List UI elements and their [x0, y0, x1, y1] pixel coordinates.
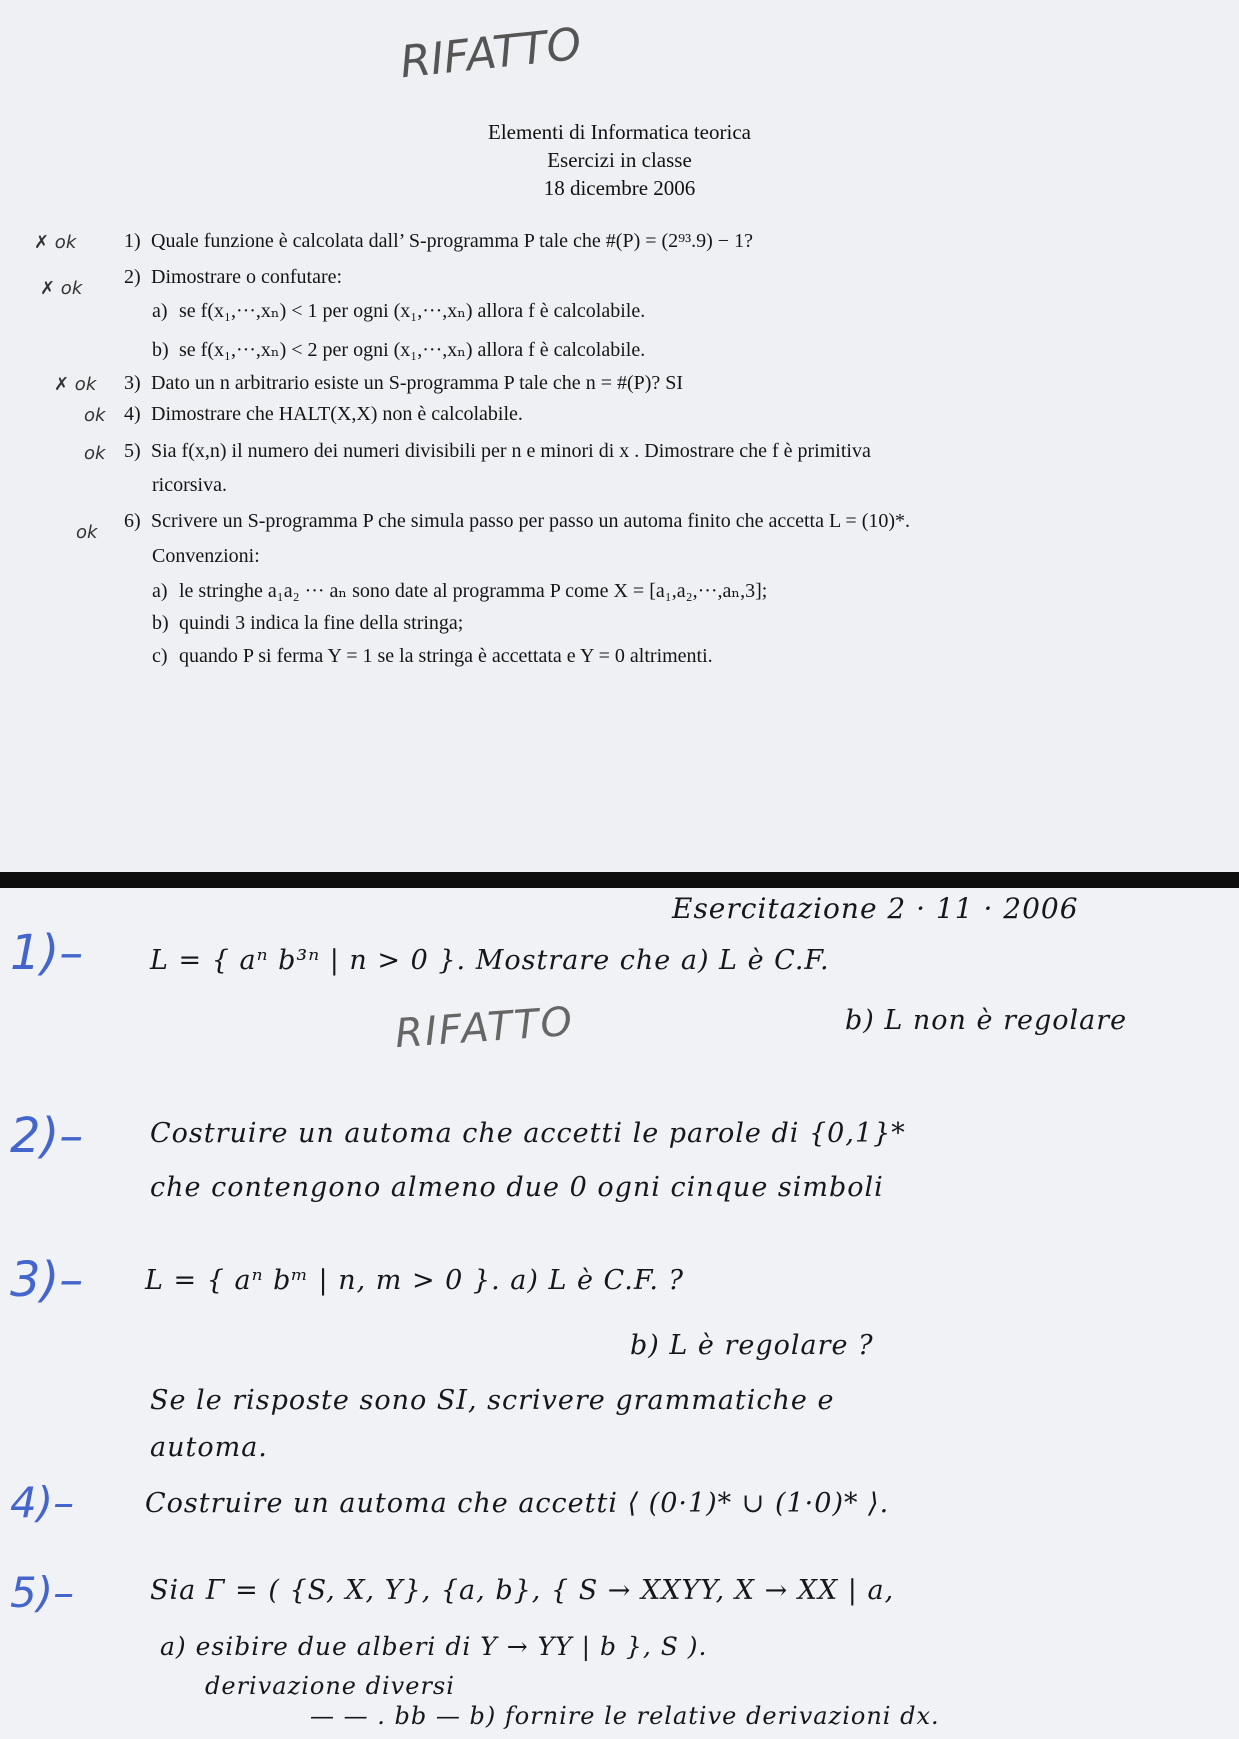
question	[124, 510, 910, 533]
question-text: Dimostrare che HALT(X,X) non è calcolabile.	[151, 403, 523, 425]
question-text: se f(x₁,···,xₙ) < 2 per ogni (x₁,···,xₙ) allora f è calcolabile.	[179, 339, 646, 361]
handwritten-line: derivazione diversi	[205, 1672, 455, 1700]
grade-mark: ok	[84, 405, 106, 426]
handwritten-line: a) esibire due alberi di Y → YY | b }, S ).	[160, 1632, 708, 1661]
question	[124, 230, 753, 253]
grade-mark: ✗ ok	[34, 232, 77, 253]
question-text: Convenzioni:	[152, 545, 260, 567]
exercise-heading: Esercitazione 2 · 11 · 2006	[672, 892, 1079, 925]
question-number: a)	[152, 300, 168, 322]
sub-question	[152, 298, 645, 323]
question-text: Dato un n arbitrario esiste un S-programma P tale che n = #(P)? SI	[151, 372, 684, 394]
question-continuation	[152, 545, 260, 568]
question	[124, 403, 523, 426]
sub-question	[152, 337, 645, 362]
question-number: 2)	[124, 266, 141, 288]
item-number: 4)–	[10, 1478, 75, 1527]
sub-question	[152, 612, 463, 635]
question-number: c)	[152, 645, 168, 667]
exam-subtitle: Esercizi in classe	[547, 148, 692, 172]
grade-mark: ok	[76, 522, 98, 543]
question	[124, 372, 683, 395]
course-title: Elementi di Informatica teorica	[488, 120, 751, 144]
question-text: Sia f(x,n) il numero dei numeri divisibili per n e minori di x . Dimostrare che f è primitiva	[151, 440, 871, 462]
question	[124, 266, 342, 289]
question-number: 6)	[124, 510, 141, 532]
handwritten-line: Se le risposte sono SI, scrivere grammatiche e	[150, 1385, 835, 1416]
question-number: 4)	[124, 403, 141, 425]
question-continuation	[152, 474, 227, 497]
question-number: b)	[152, 339, 169, 361]
handwritten-line: b) L è regolare ?	[630, 1330, 874, 1361]
question-text: le stringhe a₁a₂ ··· aₙ sono date al programma P come X = [a₁,a₂,···,aₙ,3];	[179, 580, 768, 602]
question-text: quando P si ferma Y = 1 se la stringa è accettata e Y = 0 altrimenti.	[179, 645, 713, 667]
item-number: 5)–	[10, 1568, 75, 1617]
question-number: a)	[152, 580, 168, 602]
grade-mark: ✗ ok	[40, 278, 83, 299]
exam-date: 18 dicembre 2006	[543, 176, 696, 200]
question-text: Scrivere un S-programma P che simula passo per passo un automa finito che accetta L = (10)*.	[151, 510, 911, 532]
handwritten-line: automa.	[150, 1432, 268, 1463]
question	[124, 440, 871, 463]
handwritten-line: Costruire un automa che accetti ⟨ (0·1)* ∪ (1·0)* ⟩.	[145, 1488, 890, 1519]
sub-question	[152, 578, 767, 603]
item-number: 3)–	[10, 1252, 84, 1308]
handwritten-line: b) L non è regolare	[845, 1005, 1128, 1036]
question-number: 1)	[124, 230, 141, 252]
item-number: 2)–	[10, 1108, 84, 1164]
handwritten-line: L = { aⁿ b³ⁿ | n > 0 }. Mostrare che a) L è C.F.	[150, 945, 830, 976]
question-text: quindi 3 indica la fine della stringa;	[179, 612, 464, 634]
handwritten-line: che contengono almeno due 0 ogni cinque simboli	[150, 1172, 884, 1203]
sub-question	[152, 645, 713, 668]
rifatto-stamp-top: RIFATTO	[397, 18, 584, 89]
exam-header	[0, 118, 1239, 202]
handwritten-line: — — . bb — b) fornire le relative derivazioni dx.	[310, 1702, 940, 1730]
handwritten-line: L = { aⁿ bᵐ | n, m > 0 }. a) L è C.F. ?	[145, 1265, 684, 1296]
question-number: 3)	[124, 372, 141, 394]
question-text: ricorsiva.	[152, 474, 227, 496]
grade-mark: ✗ ok	[54, 374, 97, 395]
rifatto-stamp-bottom: RIFATTO	[393, 998, 576, 1058]
question-text: se f(x₁,···,xₙ) < 1 per ogni (x₁,···,xₙ) allora f è calcolabile.	[179, 300, 646, 322]
handwritten-line: Sia Γ = ( {S, X, Y}, {a, b}, { S → XXYY, X → XX | a,	[150, 1575, 895, 1606]
handwritten-line: Costruire un automa che accetti le parole di {0,1}*	[150, 1118, 906, 1149]
item-number: 1)–	[10, 925, 84, 981]
question-text: Dimostrare o confutare:	[151, 266, 343, 288]
question-number: 5)	[124, 440, 141, 462]
question-text: Quale funzione è calcolata dall’ S-programma P tale che #(P) = (2⁹³.9) − 1?	[151, 230, 753, 252]
question-number: b)	[152, 612, 169, 634]
grade-mark: ok	[84, 443, 106, 464]
